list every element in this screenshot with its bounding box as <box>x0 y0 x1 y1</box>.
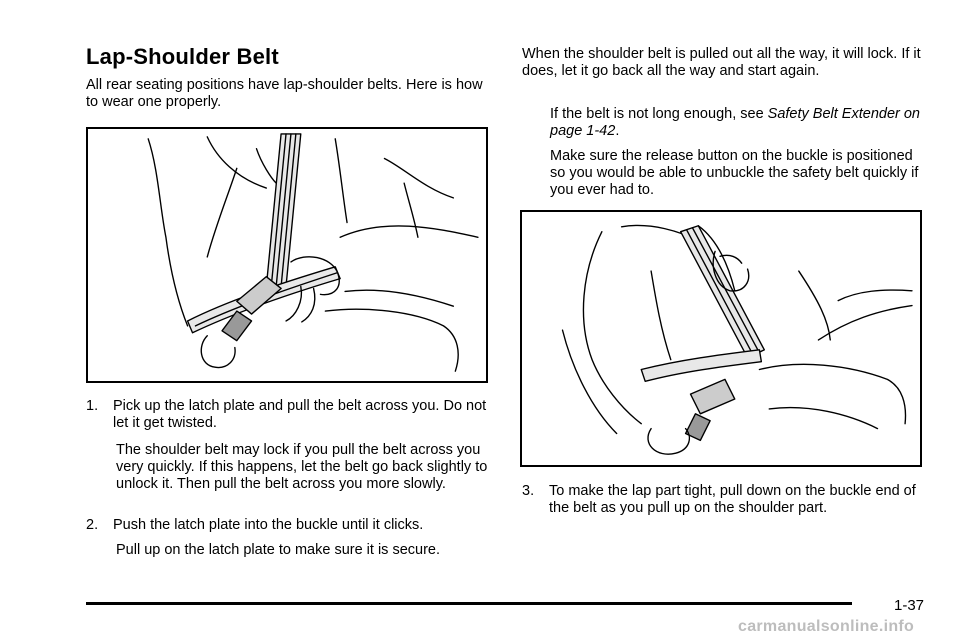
step-2 <box>86 517 488 534</box>
intro-paragraph: All rear seating positions have lap-shoulder belts. Here is how to wear one properly. <box>86 77 483 110</box>
footer-rule <box>86 602 852 605</box>
extender-suffix: . <box>615 123 620 139</box>
step-1-note: The shoulder belt may lock if you pull the belt across you very quickly. If this happens, let the belt go back slightly to unlock it. Then pull the belt across you more slowly. <box>116 442 488 492</box>
step-1-number: 1. <box>86 398 99 414</box>
step-3-number: 3. <box>522 483 535 499</box>
person-buckling-belt-drawing <box>88 129 486 381</box>
lock-paragraph: When the shoulder belt is pulled out all the way, it will lock. If it does, let it go back all the way and start again. <box>522 46 921 79</box>
tighten-lap-belt-illustration <box>520 210 922 467</box>
extender-reference-link[interactable]: Safety Belt Extender on page 1-42 <box>550 106 920 139</box>
latch-plate-illustration <box>86 127 488 383</box>
step-1-text: Pick up the latch plate and pull the belt across you. Do not let it get twisted. <box>113 398 487 431</box>
person-tightening-belt-drawing <box>522 212 920 465</box>
extender-paragraph <box>550 106 922 140</box>
release-button-paragraph: Make sure the release button on the buckle is positioned so you would be able to unbuckle the safety belt quickly if you ever had to. <box>550 148 919 198</box>
page-number: 1-37 <box>894 597 925 614</box>
step-1 <box>86 398 488 432</box>
step-2-note: Pull up on the latch plate to make sure it is secure. <box>116 542 441 558</box>
extender-prefix: If the belt is not long enough, see <box>550 106 768 122</box>
step-2-number: 2. <box>86 517 99 533</box>
step-2-text: Push the latch plate into the buckle until it clicks. <box>113 517 424 533</box>
source-watermark: carmanualsonline.info <box>738 618 915 635</box>
page-title: Lap-Shoulder Belt <box>86 44 279 69</box>
step-3 <box>522 483 924 517</box>
step-3-text: To make the lap part tight, pull down on the buckle end of the belt as you pull up on the shoulder part. <box>549 483 916 516</box>
